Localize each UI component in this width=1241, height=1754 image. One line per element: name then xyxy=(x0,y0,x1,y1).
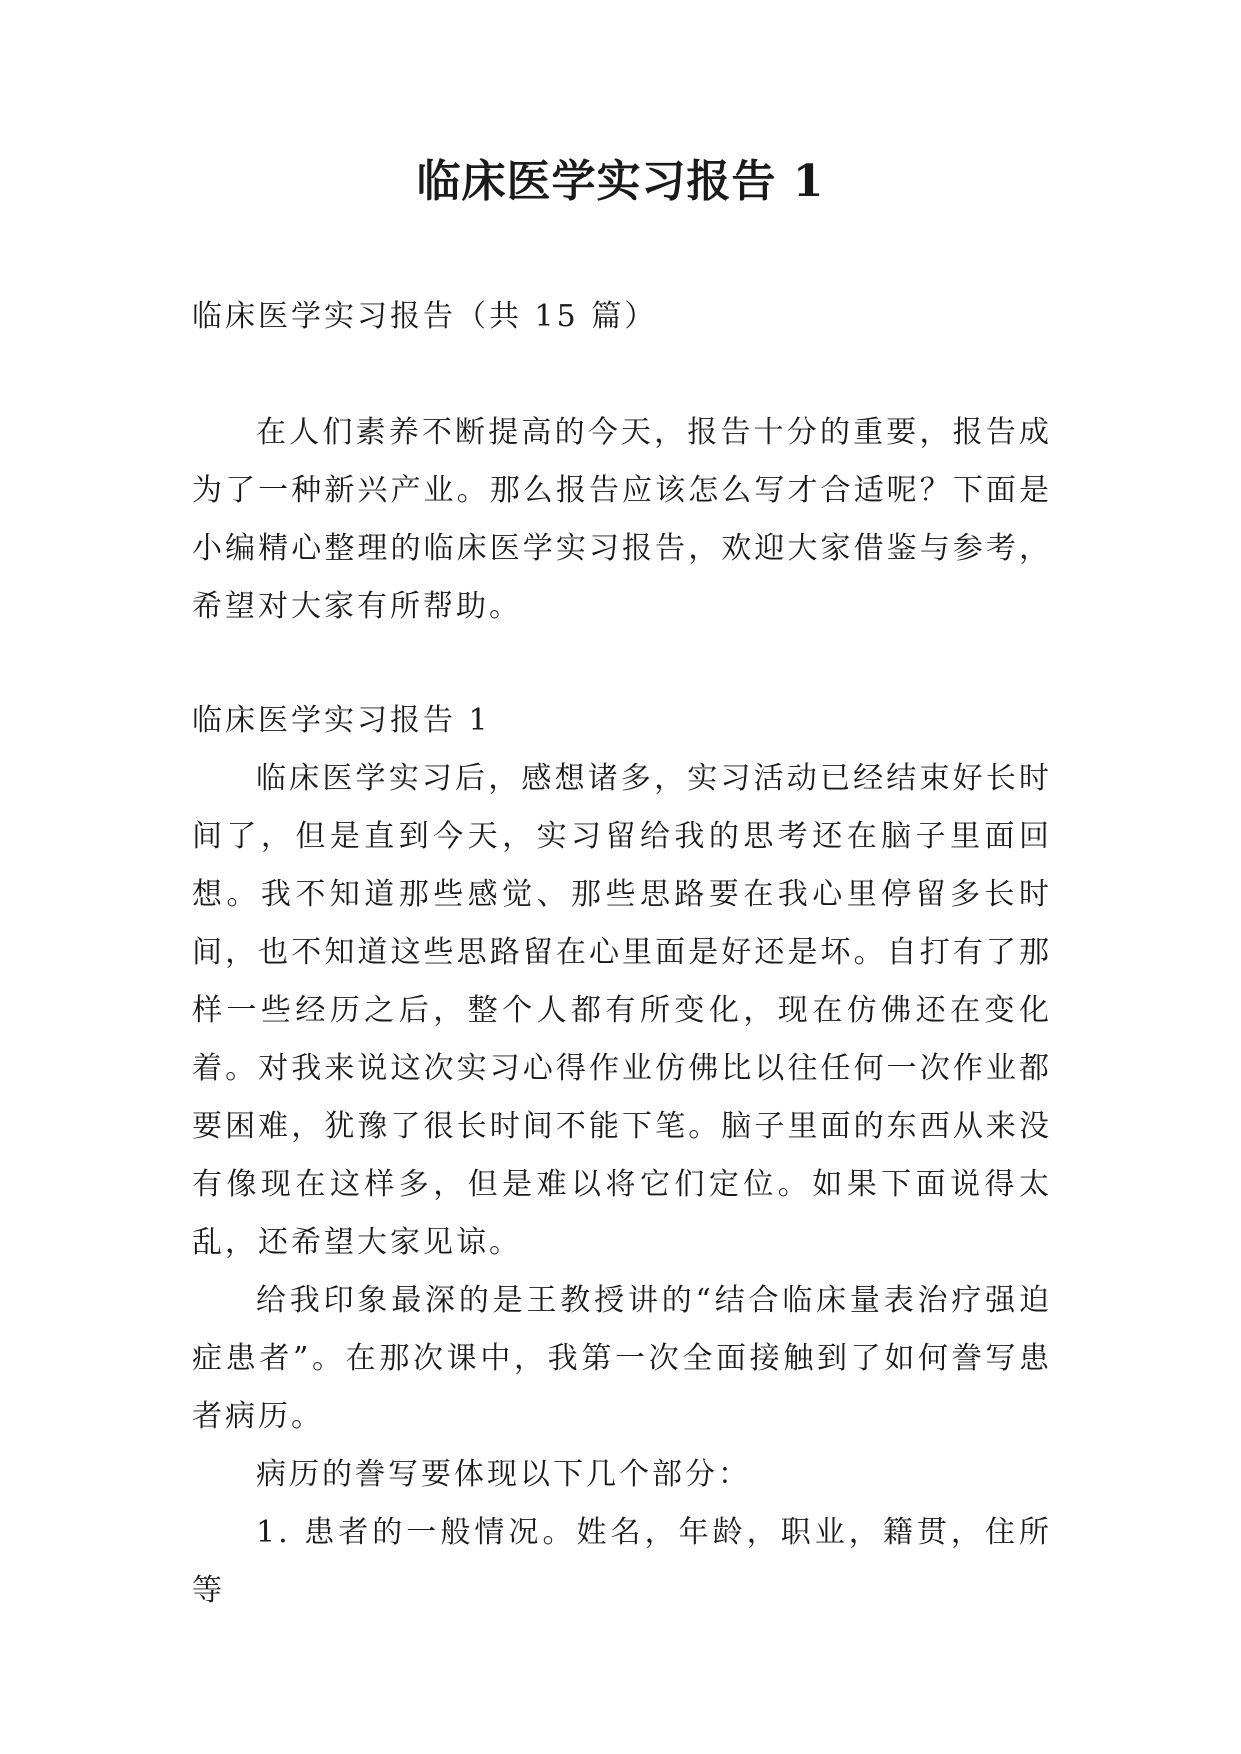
document-title: 临床医学实习报告 1 xyxy=(416,156,825,207)
intro-paragraph: 在人们素养不断提高的今天，报告十分的重要，报告成为了一种新兴产业。那么报告应该怎么写才合适呢？下面是小编精心整理的临床医学实习报告，欢迎大家借鉴与参考，希望对大家有所帮助。 xyxy=(192,415,1052,624)
body-paragraph: 给我印象最深的是王教授讲的“结合临床量表治疗强迫症患者”。在那次课中，我第一次全面接触到了如何誊写患者病历。 xyxy=(192,1283,1052,1434)
list-item: 1. 患者的一般情况。姓名，年龄，职业，籍贯，住所等 xyxy=(192,1515,1052,1608)
document-subtitle: 临床医学实习报告（共 15 篇） xyxy=(192,299,658,334)
body-paragraph: 病历的誊写要体现以下几个部分： xyxy=(256,1457,751,1492)
body-paragraph: 临床医学实习后，感想诸多，实习活动已经结束好长时间了，但是直到今天，实习留给我的思考还在脑子里面回想。我不知道那些感觉、那些思路要在我心里停留多长时间，也不知道这些思路留在心里面是好还是坏。自打有了那样一些经历之后，整个人都有所变化，现在仿佛还在变化着。对我来说这次实习心得作业仿佛比以往任何一次作业都要困难，犹豫了很长时间不能下笔。脑子里面的东西从来没有像现在这样多，但是难以将它们定位。如果下面说得太乱，还希望大家见谅。 xyxy=(192,761,1052,1260)
section-heading: 临床医学实习报告 1 xyxy=(192,703,491,738)
